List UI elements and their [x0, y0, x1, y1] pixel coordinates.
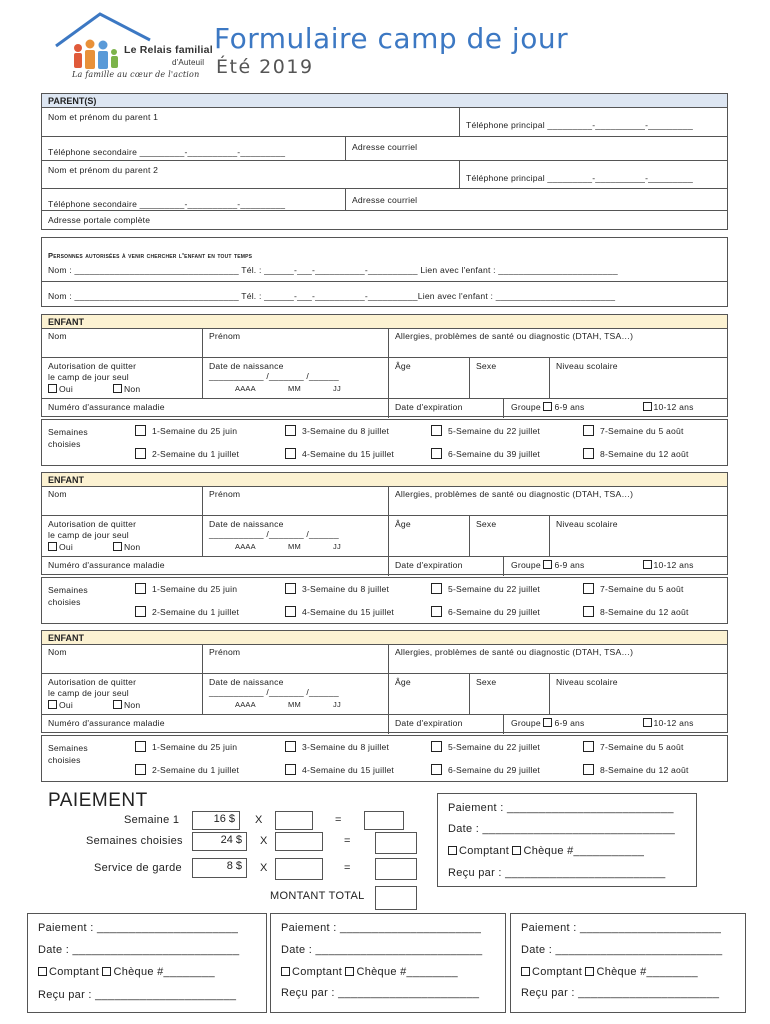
receipt3-payment-field[interactable]: Paiement : ______________________ [521, 922, 722, 934]
date-field[interactable]: Date : ______________________________ [448, 823, 676, 835]
week-option[interactable]: 3-Semaine du 8 juillet [285, 425, 389, 436]
child-info-box [41, 630, 728, 733]
birthdate-field[interactable]: ___________ /_______ /______ [209, 371, 339, 381]
week-option[interactable]: 8-Semaine du 12 août [583, 764, 689, 775]
yyyy-label: AAAA [235, 700, 256, 709]
dd-label: JJ [333, 542, 341, 551]
parent2-tel-principal-field[interactable]: Téléphone principal _________-__________-_________ [466, 173, 693, 183]
receipt1-comptant-checkbox[interactable] [38, 967, 47, 976]
week-option[interactable]: 1-Semaine du 25 juin [135, 583, 237, 594]
row2-price: 24 $ [192, 832, 247, 851]
week-option[interactable]: 2-Semaine du 1 juillet [135, 764, 239, 775]
comptant-checkbox[interactable] [448, 846, 457, 855]
row1-total-input[interactable] [364, 811, 404, 830]
non-checkbox[interactable] [113, 700, 122, 709]
health-insurance-field[interactable]: Numéro d'assurance maladie [48, 560, 165, 570]
receipt2-date-field[interactable]: Date : __________________________ [281, 944, 483, 956]
group-10-12-checkbox[interactable] [643, 560, 652, 569]
week-option[interactable]: 2-Semaine du 1 juillet [135, 448, 239, 459]
receipt-box-2 [270, 913, 506, 1013]
row2-label: Semaines choisies [86, 835, 183, 847]
week-option[interactable]: 7-Semaine du 5 août [583, 583, 684, 594]
receipt2-cheque-checkbox[interactable] [345, 967, 354, 976]
week-option[interactable]: 8-Semaine du 12 août [583, 606, 689, 617]
week-option[interactable]: 1-Semaine du 25 juin [135, 741, 237, 752]
mm-label: MM [288, 542, 301, 551]
child-last-name-field[interactable]: Nom [48, 331, 67, 341]
yyyy-label: AAAA [235, 384, 256, 393]
week-checkbox[interactable] [285, 606, 296, 617]
week-checkbox[interactable] [583, 425, 594, 436]
expiration-field[interactable]: Date d'expiration [395, 560, 463, 570]
week-option[interactable]: 6-Semaine du 29 juillet [431, 764, 540, 775]
receipt2-payment-field[interactable]: Paiement : ______________________ [281, 922, 482, 934]
logo [50, 10, 213, 85]
receipt1-date-field[interactable]: Date : __________________________ [38, 944, 240, 956]
parent2-name-field[interactable]: Nom et prénom du parent 2 [48, 165, 159, 175]
weeks-label-2: choisies [48, 439, 81, 449]
week-checkbox[interactable] [431, 448, 442, 459]
receipt3-method[interactable]: Comptant Chèque #________ [521, 966, 698, 978]
parent1-tel-principal-field[interactable]: Téléphone principal _________-__________-_________ [466, 120, 693, 130]
age-field[interactable]: Âge [395, 519, 411, 529]
child-last-name-field[interactable]: Nom [48, 647, 67, 657]
oui-checkbox[interactable] [48, 542, 57, 551]
weeks-label: Semaines [48, 743, 88, 753]
week-checkbox[interactable] [135, 583, 146, 594]
row2-total-input[interactable] [375, 832, 417, 854]
total-input[interactable] [375, 886, 417, 910]
week-option[interactable]: 6-Semaine du 29 juillet [431, 606, 540, 617]
age-field[interactable]: Âge [395, 361, 411, 371]
week-option[interactable]: 7-Semaine du 5 août [583, 425, 684, 436]
row1-qty-input[interactable] [275, 811, 313, 830]
week-checkbox[interactable] [583, 448, 594, 459]
group-6-9-checkbox[interactable] [543, 718, 552, 727]
week-option[interactable]: 4-Semaine du 15 juillet [285, 606, 394, 617]
payment-method[interactable]: Comptant Chèque #___________ [448, 845, 644, 857]
payment-field[interactable]: Paiement : __________________________ [448, 802, 674, 814]
row1-times: X [255, 814, 263, 826]
receipt3-received-by-field[interactable]: Reçu par : ______________________ [521, 987, 720, 999]
health-insurance-field[interactable]: Numéro d'assurance maladie [48, 402, 165, 412]
address-field[interactable]: Adresse portale complète [48, 215, 151, 225]
child-header: ENFANT [42, 631, 727, 645]
cheque-checkbox[interactable] [512, 846, 521, 855]
receipt1-cheque-checkbox[interactable] [102, 967, 111, 976]
week-option[interactable]: 1-Semaine du 25 juin [135, 425, 237, 436]
authorized-section [41, 237, 728, 307]
non-checkbox[interactable] [113, 384, 122, 393]
row2-equals: = [344, 835, 351, 847]
week-checkbox[interactable] [431, 583, 442, 594]
non-checkbox[interactable] [113, 542, 122, 551]
sex-field[interactable]: Sexe [476, 519, 497, 529]
row3-price: 8 $ [192, 858, 247, 878]
authorization-label-2: le camp de jour seul [48, 688, 129, 698]
week-checkbox[interactable] [135, 606, 146, 617]
row2-times: X [260, 835, 268, 847]
page-subtitle: Été 2019 [216, 56, 314, 78]
week-option[interactable]: 5-Semaine du 22 juillet [431, 425, 540, 436]
group-options[interactable]: Groupe 6-9 ans 10-12 ans [511, 402, 694, 412]
grade-field[interactable]: Niveau scolaire [556, 519, 618, 529]
sex-field[interactable]: Sexe [476, 677, 497, 687]
logo-tagline: La famille au cœur de l'action [72, 70, 200, 79]
authorization-options[interactable]: Oui Non [48, 542, 140, 552]
child-info-box [41, 472, 728, 575]
mm-label: MM [288, 700, 301, 709]
payment-info-box [437, 793, 697, 887]
expiration-field[interactable]: Date d'expiration [395, 402, 463, 412]
child-first-name-field[interactable]: Prénom [209, 331, 241, 341]
week-option[interactable]: 5-Semaine du 22 juillet [431, 741, 540, 752]
dd-label: JJ [333, 384, 341, 393]
week-checkbox[interactable] [285, 741, 296, 752]
week-checkbox[interactable] [135, 764, 146, 775]
week-checkbox[interactable] [431, 606, 442, 617]
oui-checkbox[interactable] [48, 384, 57, 393]
yyyy-label: AAAA [235, 542, 256, 551]
week-option[interactable]: 4-Semaine du 15 juillet [285, 764, 394, 775]
expiration-field[interactable]: Date d'expiration [395, 718, 463, 728]
receipt3-cheque-checkbox[interactable] [585, 967, 594, 976]
row3-total-input[interactable] [375, 858, 417, 880]
week-checkbox[interactable] [285, 583, 296, 594]
week-checkbox[interactable] [583, 606, 594, 617]
child-allergies-field[interactable]: Allergies, problèmes de santé ou diagnostic (DTAH, TSA…) [395, 647, 634, 657]
authorization-options[interactable]: Oui Non [48, 384, 140, 394]
week-option[interactable]: 2-Semaine du 1 juillet [135, 606, 239, 617]
row1-price: 16 $ [192, 811, 240, 830]
sex-field[interactable]: Sexe [476, 361, 497, 371]
grade-field[interactable]: Niveau scolaire [556, 361, 618, 371]
row1-label: Semaine 1 [124, 814, 180, 826]
row3-times: X [260, 862, 268, 874]
child-info-box [41, 314, 728, 417]
week-option[interactable]: 8-Semaine du 12 août [583, 448, 689, 459]
receipt-box-1 [27, 913, 267, 1013]
receipt2-received-by-field[interactable]: Reçu par : ______________________ [281, 987, 480, 999]
row2-qty-input[interactable] [275, 832, 323, 851]
weeks-box [41, 577, 728, 624]
week-checkbox[interactable] [431, 764, 442, 775]
receipt-box-3 [510, 913, 746, 1013]
parent1-tel-secondaire-field[interactable]: Téléphone secondaire _________-__________-_________ [48, 147, 286, 157]
weeks-label: Semaines [48, 427, 88, 437]
parents-header: PARENT(S) [42, 94, 727, 108]
group-10-12-checkbox[interactable] [643, 402, 652, 411]
child-first-name-field[interactable]: Prénom [209, 647, 241, 657]
parent1-name-field[interactable]: Nom et prénom du parent 1 [48, 112, 159, 122]
receipt1-method[interactable]: Comptant Chèque #________ [38, 966, 215, 978]
week-checkbox[interactable] [431, 425, 442, 436]
birthdate-label: Date de naissance [209, 519, 284, 529]
group-10-12-checkbox[interactable] [643, 718, 652, 727]
week-checkbox[interactable] [135, 448, 146, 459]
row3-qty-input[interactable] [275, 858, 323, 880]
logo-name: Le Relais familial [124, 44, 213, 56]
week-option[interactable]: 3-Semaine du 8 juillet [285, 741, 389, 752]
weeks-box [41, 419, 728, 466]
week-checkbox[interactable] [583, 764, 594, 775]
week-option[interactable]: 3-Semaine du 8 juillet [285, 583, 389, 594]
child-first-name-field[interactable]: Prénom [209, 489, 241, 499]
child-allergies-field[interactable]: Allergies, problèmes de santé ou diagnostic (DTAH, TSA…) [395, 489, 634, 499]
health-insurance-field[interactable]: Numéro d'assurance maladie [48, 718, 165, 728]
authorization-label: Autorisation de quitter [48, 519, 137, 529]
week-checkbox[interactable] [583, 583, 594, 594]
parent2-email-field[interactable]: Adresse courriel [352, 195, 418, 205]
oui-checkbox[interactable] [48, 700, 57, 709]
payment-title: PAIEMENT [48, 790, 148, 811]
group-6-9-checkbox[interactable] [543, 402, 552, 411]
week-checkbox[interactable] [583, 741, 594, 752]
row1-equals: = [335, 814, 342, 826]
birthdate-field[interactable]: ___________ /_______ /______ [209, 529, 339, 539]
birthdate-label: Date de naissance [209, 677, 284, 687]
weeks-label-2: choisies [48, 755, 81, 765]
group-options[interactable]: Groupe 6-9 ans 10-12 ans [511, 718, 694, 728]
child-header: ENFANT [42, 473, 727, 487]
received-by-field[interactable]: Reçu par : _________________________ [448, 867, 666, 879]
weeks-label-2: choisies [48, 597, 81, 607]
week-option[interactable]: 5-Semaine du 22 juillet [431, 583, 540, 594]
parent2-tel-secondaire-field[interactable]: Téléphone secondaire _________-__________-_________ [48, 199, 286, 209]
receipt1-payment-field[interactable]: Paiement : ______________________ [38, 922, 239, 934]
group-6-9-checkbox[interactable] [543, 560, 552, 569]
week-option[interactable]: 6-Semaine du 39 juillet [431, 448, 540, 459]
authorized-row-2[interactable]: Nom : _________________________________ Tél. : ______-___-__________-__________Lien avec l'enfant : ________________________ [48, 291, 616, 301]
logo-place: d'Auteuil [172, 58, 205, 67]
week-option[interactable]: 4-Semaine du 15 juillet [285, 448, 394, 459]
grade-field[interactable]: Niveau scolaire [556, 677, 618, 687]
page-title: Formulaire camp de jour [214, 22, 569, 55]
parents-section [41, 93, 728, 230]
week-checkbox[interactable] [431, 741, 442, 752]
receipt1-received-by-field[interactable]: Reçu par : ______________________ [38, 989, 237, 1001]
age-field[interactable]: Âge [395, 677, 411, 687]
child-allergies-field[interactable]: Allergies, problèmes de santé ou diagnostic (DTAH, TSA…) [395, 331, 634, 341]
authorized-row-1[interactable]: Nom : _________________________________ Tél. : ______-___-__________-__________ Lien avec l'enfant : ________________________ [48, 265, 618, 275]
weeks-box [41, 735, 728, 782]
weeks-label: Semaines [48, 585, 88, 595]
authorized-title: Personnes autorisées à venir chercher l'enfant en tout temps [48, 251, 253, 260]
child-header: ENFANT [42, 315, 727, 329]
birthdate-field[interactable]: ___________ /_______ /______ [209, 687, 339, 697]
receipt3-date-field[interactable]: Date : __________________________ [521, 944, 723, 956]
birthdate-label: Date de naissance [209, 361, 284, 371]
authorization-options[interactable]: Oui Non [48, 700, 140, 710]
authorization-label-2: le camp de jour seul [48, 530, 129, 540]
row3-equals: = [344, 862, 351, 874]
week-option[interactable]: 7-Semaine du 5 août [583, 741, 684, 752]
receipt2-comptant-checkbox[interactable] [281, 967, 290, 976]
week-checkbox[interactable] [135, 741, 146, 752]
week-checkbox[interactable] [285, 448, 296, 459]
child-last-name-field[interactable]: Nom [48, 489, 67, 499]
authorization-label-2: le camp de jour seul [48, 372, 129, 382]
receipt2-method[interactable]: Comptant Chèque #________ [281, 966, 458, 978]
parent1-email-field[interactable]: Adresse courriel [352, 142, 418, 152]
week-checkbox[interactable] [285, 764, 296, 775]
group-options[interactable]: Groupe 6-9 ans 10-12 ans [511, 560, 694, 570]
row3-label: Service de garde [94, 862, 182, 874]
week-checkbox[interactable] [285, 425, 296, 436]
week-checkbox[interactable] [135, 425, 146, 436]
dd-label: JJ [333, 700, 341, 709]
receipt3-comptant-checkbox[interactable] [521, 967, 530, 976]
total-label: MONTANT TOTAL [270, 890, 365, 902]
authorization-label: Autorisation de quitter [48, 677, 137, 687]
authorization-label: Autorisation de quitter [48, 361, 137, 371]
mm-label: MM [288, 384, 301, 393]
